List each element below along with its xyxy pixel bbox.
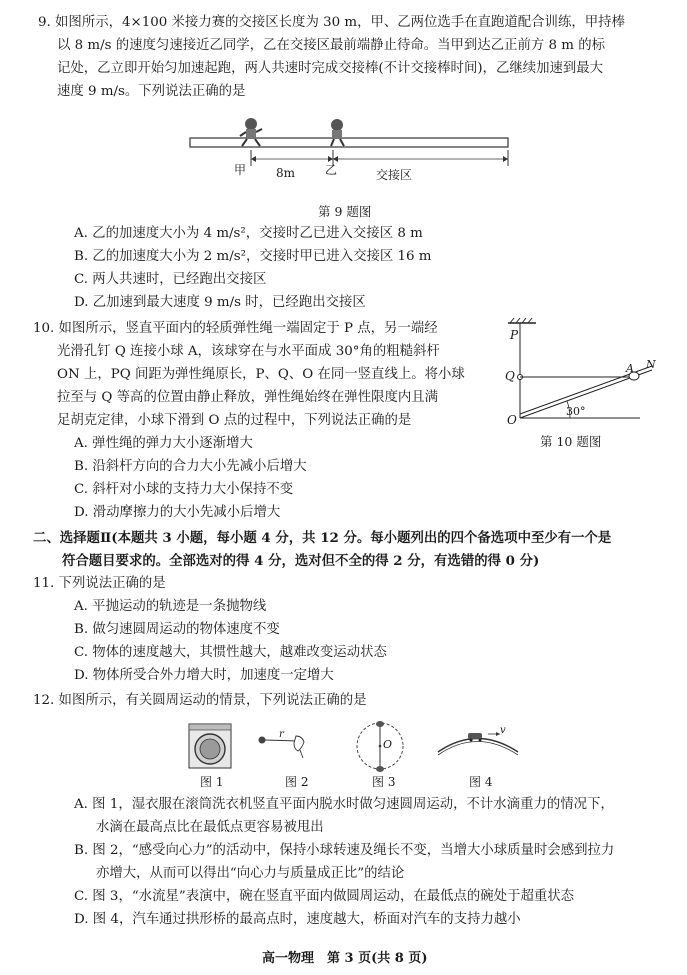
q10-label-q: Q: [505, 369, 515, 383]
q10-label-p: P: [510, 328, 519, 342]
q12-caption-fig1: 图 1: [200, 775, 224, 789]
q10-option-d: D. 滑动摩擦力的大小先减小后增大: [74, 505, 281, 520]
q12-option-b-line-2: 亦增大，从而可以得出“向心力与质量成正比”的结论: [96, 866, 405, 881]
q12-caption-fig2: 图 2: [285, 775, 309, 789]
q9-stem-line-3: 记处，乙立即开始匀加速起跑，两人共速时完成交接棒(不计交接棒时间)，乙继续加速到最大: [57, 61, 604, 76]
q9-stem-line-1: 9. 如图所示，4×100 米接力赛的交接区长度为 30 m，甲、乙两位选手在直跑道配合训练，甲持棒: [38, 15, 625, 30]
q9-stem-line-4: 速度 9 m/s。下列说法正确的是: [57, 84, 246, 99]
q10-label-n: N: [646, 358, 656, 371]
q10-label-a: A: [626, 362, 634, 375]
q11-option-d: D. 物体所受合外力增大时，加速度一定增大: [74, 668, 334, 683]
q12-caption-fig3: 图 3: [372, 775, 396, 789]
q10-stem-line-4: 拉至与 Q 等高的位置由静止释放，弹性绳始终在弹性限度内且满: [57, 390, 439, 405]
q11-stem: 11. 下列说法正确的是: [33, 576, 166, 591]
q10-stem-line-3: ON 上，PQ 间距为弹性绳原长，P、Q、O 在同一竖直线上。将小球: [57, 367, 465, 382]
q9-option-b: B. 乙的加速度大小为 2 m/s²，交接时甲已进入交接区 16 m: [74, 249, 432, 264]
q12-label-v: v: [500, 725, 506, 736]
q9-caption: 第 9 题图: [318, 204, 372, 219]
q10-option-b: B. 沿斜杆方向的合力大小先减小后增大: [74, 459, 307, 474]
washing-machine-icon: [189, 724, 231, 768]
q10-caption: 第 10 题图: [540, 434, 602, 449]
q10-stem-line-5: 足胡克定律，小球下滑到 O 点的过程中，下列说法正确的是: [57, 413, 412, 428]
section2-heading-line-2: 符合题目要求的。全部选对的得 4 分，选对但不全的得 2 分，有选错的得 0 分): [62, 553, 540, 569]
q9-label-yi: 乙: [325, 163, 338, 177]
q12-option-c: C. 图 3，“水流星”表演中，碗在竖直平面内做圆周运动，在最低点的碗处于超重状态: [74, 889, 575, 904]
q11-option-b: B. 做匀速圆周运动的物体速度不变: [74, 622, 280, 637]
arch-bridge-car-icon: [438, 732, 518, 755]
q10-label-angle: 30°: [566, 405, 586, 418]
q11-option-c: C. 物体的速度越大，其惯性越大，越难改变运动状态: [74, 645, 387, 660]
q12-label-o: O: [383, 738, 393, 751]
q9-label-zone: 交接区: [376, 168, 413, 182]
q9-label-8m: 8m: [276, 166, 296, 180]
q12-label-r: r: [279, 729, 284, 740]
q9-option-a: A. 乙的加速度大小为 4 m/s²，交接时乙已进入交接区 8 m: [74, 226, 423, 241]
q12-option-d: D. 图 4，汽车通过拱形桥的最高点时，速度越大，桥面对汽车的支持力越小: [74, 912, 521, 927]
q12-stem: 12. 如图所示，有关圆周运动的情景，下列说法正确的是: [33, 693, 367, 708]
q12-caption-fig4: 图 4: [469, 775, 493, 789]
q12-option-a-line-2: 水滴在最高点比在最低点更容易被甩出: [96, 820, 324, 835]
page-footer: 高一物理 第 3 页(共 8 页): [262, 951, 428, 966]
q12-option-a-line-1: A. 图 1，湿衣服在滚筒洗衣机竖直平面内脱水时做匀速圆周运动，不计水滴重力的情况下，: [74, 797, 614, 812]
q9-stem-line-2: 以 8 m/s 的速度匀速接近乙同学，乙在交接区最前端静止待命。当甲到达乙正前方 8 m 的标: [57, 38, 606, 53]
q10-option-a: A. 弹性绳的弹力大小逐渐增大: [74, 436, 253, 451]
water-meteor-icon: [357, 721, 403, 772]
q10-option-c: C. 斜杆对小球的支持力大小保持不变: [74, 482, 294, 497]
q9-option-d: D. 乙加速到最大速度 9 m/s 时，已经跑出交接区: [74, 295, 366, 310]
q10-stem-line-2: 光滑孔钉 Q 连接小球 A，该球穿在与水平面成 30°角的粗糙斜杆: [57, 344, 440, 359]
q9-label-jia: 甲: [234, 163, 247, 177]
q11-option-a: A. 平抛运动的轨迹是一条抛物线: [74, 599, 267, 614]
q10-label-o: O: [507, 413, 517, 427]
q12-option-b-line-1: B. 图 2，“感受向心力”的活动中，保持小球转速及绳长不变，当增大小球质量时会感到拉力: [74, 843, 615, 858]
section2-heading-line-1: 二、选择题Ⅱ(本题共 3 小题，每小题 4 分，共 12 分。每小题列出的四个备选项中至少有一个是: [33, 530, 612, 546]
q10-stem-line-1: 10. 如图所示，竖直平面内的轻质弹性绳一端固定于 P 点，另一端经: [33, 321, 438, 336]
q9-option-c: C. 两人共速时，已经跑出交接区: [74, 272, 267, 287]
